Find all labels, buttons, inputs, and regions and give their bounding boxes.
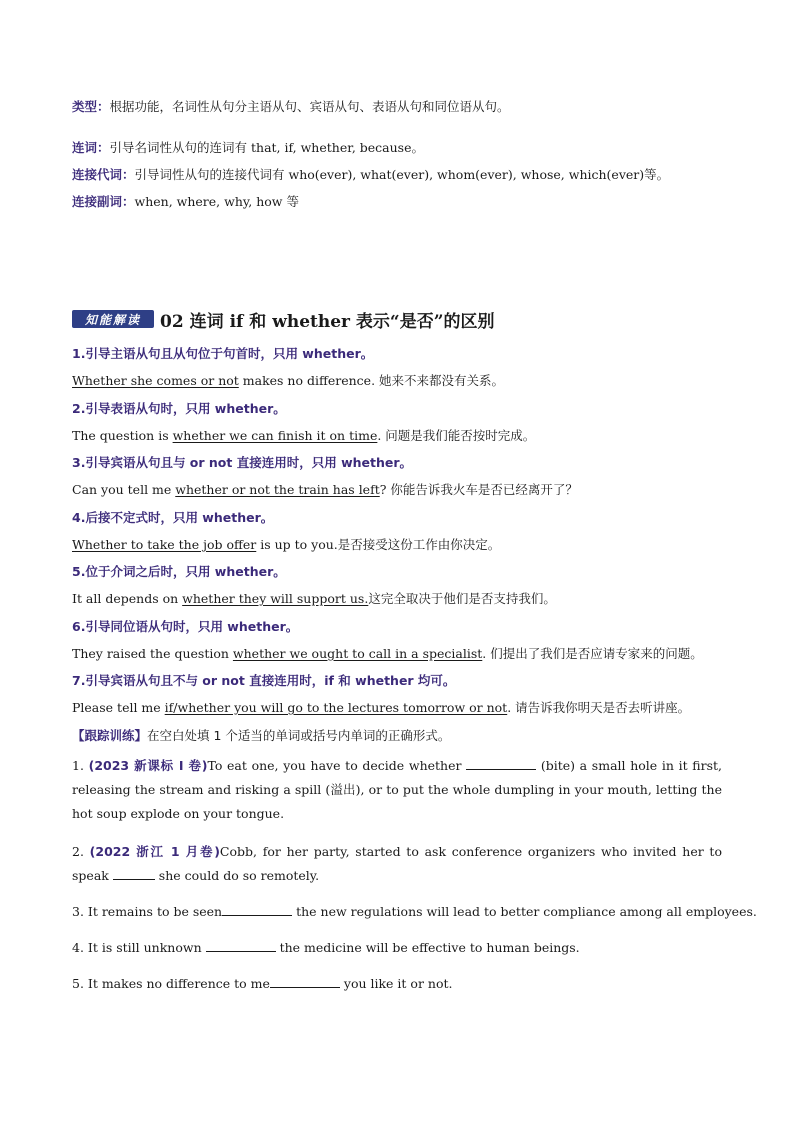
item-post: the new regulations will lead to better compliance among all employees. <box>292 904 757 919</box>
example-post: ? 你能告诉我火车是否已经离开了？ <box>379 482 578 497</box>
example-underlined: whether we can finish it on time <box>172 428 378 443</box>
section-badge: 知能解读 <box>72 310 154 328</box>
example-underlined: whether we ought to call in a specialist <box>232 646 483 661</box>
rule-example <box>72 480 578 498</box>
example-pre: They raised the question <box>72 646 233 661</box>
practice-item <box>72 975 452 991</box>
item-number: 2. <box>72 844 90 859</box>
intro-adv-line <box>72 192 299 210</box>
rule-example <box>72 426 535 444</box>
item-number: 1. <box>72 758 89 773</box>
intro-conj-text: 引导名词性从句的连词有 that, if, whether, because。 <box>109 140 424 155</box>
item-post: you like it or not. <box>339 976 453 991</box>
rule-head: 6.引导同位语从句时，只用 whether。 <box>72 619 299 634</box>
example-post: . 们提出了我们是否应请专家来的问题。 <box>482 646 703 661</box>
example-pre: The question is <box>72 428 173 443</box>
intro-adv-label: 连接副词： <box>72 194 135 209</box>
item-pre: 4. It is still unknown <box>72 940 206 955</box>
answer-blank[interactable] <box>206 939 276 952</box>
intro-type-line <box>72 97 510 115</box>
intro-conj-label: 连词： <box>72 140 110 155</box>
practice-item <box>72 840 722 888</box>
section-number: 02 <box>160 312 184 332</box>
item-post: the medicine will be effective to human beings. <box>275 940 580 955</box>
example-post: is up to you.是否接受这份工作由你决定。 <box>256 537 501 552</box>
item-post: she could do so remotely. <box>154 868 320 883</box>
example-post: 这完全取决于他们是否支持我们。 <box>368 591 556 606</box>
rule-head: 3.引导宾语从句且与 or not 直接连用时，只用 whether。 <box>72 455 413 470</box>
practice-item <box>72 903 757 919</box>
section-title-text: 连词 if 和 whether 表示“是否”的区别 <box>189 312 495 332</box>
example-pre: Please tell me <box>72 700 165 715</box>
rule-example <box>72 698 690 716</box>
rule-example <box>72 589 556 607</box>
intro-type-label: 类型： <box>72 99 110 114</box>
practice-item <box>72 754 722 826</box>
intro-pron-line <box>72 165 669 183</box>
example-pre: It all depends on <box>72 591 183 606</box>
rule-example <box>72 371 504 389</box>
intro-pron-text: 引导词性从句的连接代词有 who(ever), what(ever), whom(ever), whose, which(ever)等。 <box>134 167 670 182</box>
practice-instruction: 在空白处填 1 个适当的单词或括号内单词的正确形式。 <box>147 728 451 743</box>
answer-blank[interactable] <box>270 975 340 988</box>
answer-blank[interactable] <box>222 903 292 916</box>
practice-label: 【跟踪训练】 <box>72 728 148 743</box>
intro-type-text: 根据功能，名词性从句分主语从句、宾语从句、表语从句和同位语从句。 <box>109 99 510 114</box>
rule-head: 1.引导主语从句且从句位于句首时，只用 whether。 <box>72 346 374 361</box>
example-underlined: Whether she comes or not <box>72 373 239 388</box>
section-title <box>160 307 494 332</box>
practice-header <box>72 726 450 744</box>
rule-example <box>72 644 703 662</box>
example-underlined: whether or not the train has left <box>175 482 380 497</box>
rule-example <box>72 535 500 553</box>
answer-blank[interactable] <box>113 867 155 880</box>
item-pre: To eat one, you have to decide whether <box>207 758 467 773</box>
item-pre: Cobb, for her party, started to ask conference organizers who invited her to speak <box>72 844 722 883</box>
practice-item <box>72 939 580 955</box>
item-source: (2022 浙江 1 月卷) <box>89 844 220 859</box>
intro-conj-line <box>72 138 424 156</box>
rule-head: 7.引导宾语从句且不与 or not 直接连用时，if 和 whether 均可。 <box>72 673 456 688</box>
example-underlined: Whether to take the job offer <box>72 537 257 552</box>
rule-head: 2.引导表语从句时，只用 whether。 <box>72 401 286 416</box>
example-underlined: whether they will support us. <box>182 591 369 606</box>
example-pre: Can you tell me <box>72 482 176 497</box>
item-pre: 3. It remains to be seen <box>72 904 223 919</box>
intro-adv-text: when, where, why, how 等 <box>134 194 299 209</box>
example-underlined: if/whether you will go to the lectures tomorrow or not <box>164 700 508 715</box>
example-post: makes no difference. 她来不来都没有关系。 <box>238 373 505 388</box>
intro-pron-label: 连接代词： <box>72 167 135 182</box>
rule-head: 4.后接不定式时，只用 whether。 <box>72 510 274 525</box>
rule-head: 5.位于介词之后时，只用 whether。 <box>72 564 286 579</box>
example-post: . 问题是我们能否按时完成。 <box>377 428 536 443</box>
example-post: . 请告诉我你明天是否去听讲座。 <box>507 700 691 715</box>
item-source: (2023 新课标 I 卷) <box>88 758 208 773</box>
item-pre: 5. It makes no difference to me <box>72 976 270 991</box>
answer-blank[interactable] <box>466 757 536 770</box>
item-post: (bite) a small hole in it first, releasing the stream and risking a spill (溢出), or to put the whole dumpling in your mouth, letting the hot soup explode on your tongue. <box>72 758 722 821</box>
